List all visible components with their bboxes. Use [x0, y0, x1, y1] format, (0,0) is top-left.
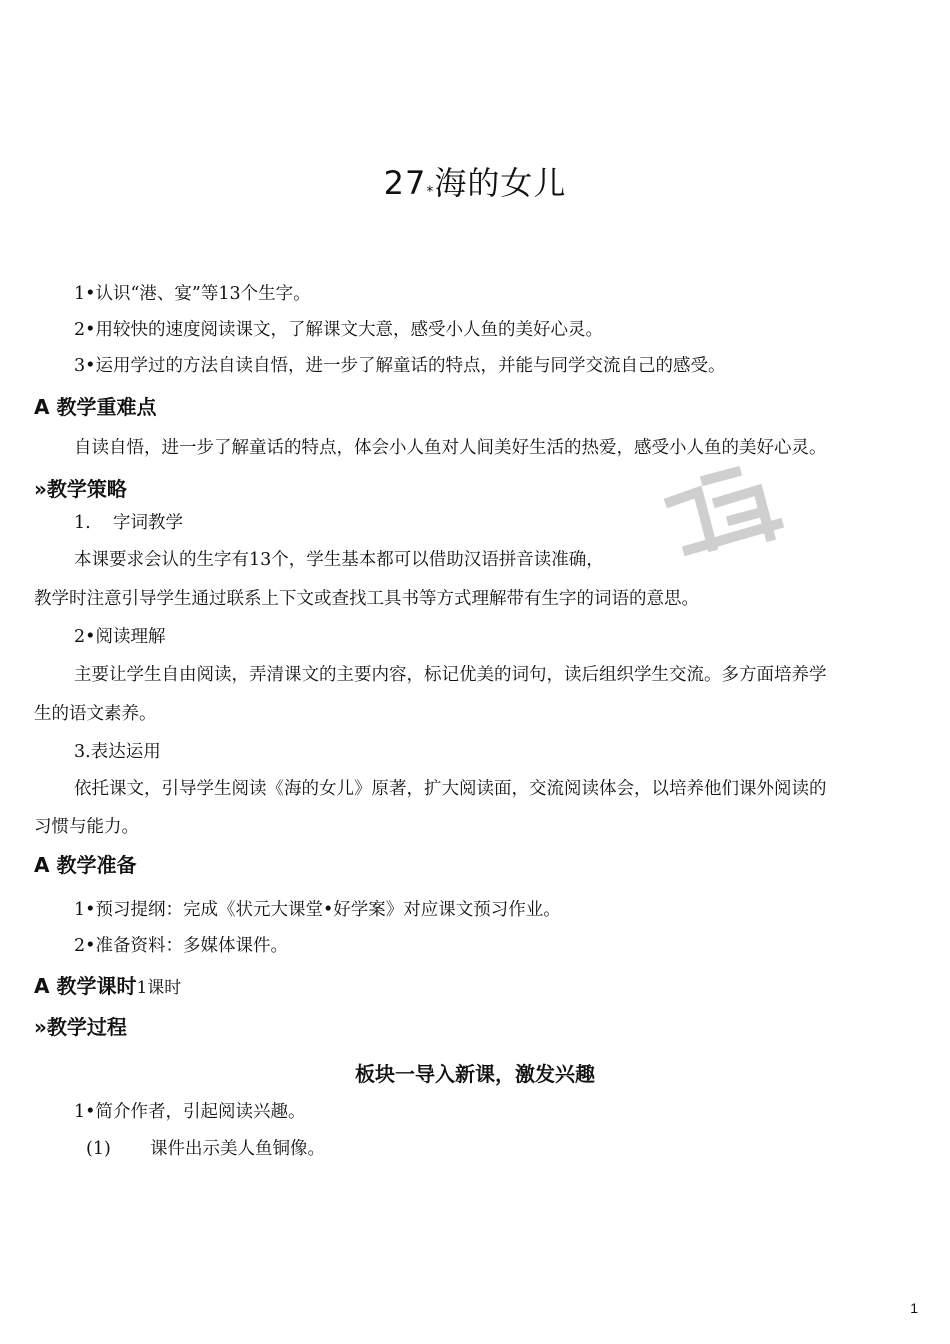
strategy-item-2-line-1: 主要让学生自由阅读，弄清课文的主要内容，标记优美的词句，读后组织学生交流。多方面培养学	[74, 665, 827, 685]
title-mark: *	[426, 184, 435, 200]
strategy-item-2-line-2: 生的语文素养。	[34, 704, 157, 724]
process-heading: »教学过程	[34, 1015, 127, 1039]
strategy-item-2-title: 2•阅读理解	[74, 627, 166, 647]
strategy-item-3-line-1: 依托课文，引导学生阅读《海的女儿》原著，扩大阅读面，交流阅读体会，以培养他们课外阅读的	[74, 779, 827, 799]
strategy-item-3-line-2: 习惯与能力。	[34, 817, 139, 837]
strategy-item-1-line-2: 教学时注意引导学生通过联系上下文或查找工具书等方式理解带有生字的词语的意思。	[34, 589, 699, 609]
process-line-2-number: (1)	[86, 1139, 111, 1159]
preparation-item-2: 2•准备资料：多媒体课件。	[74, 936, 288, 956]
hours-value: 1课时	[136, 978, 182, 998]
objective-3: 3•运用学过的方法自读自悟，进一步了解童话的特点，并能与同学交流自己的感受。	[74, 356, 726, 376]
strategy-item-3-title: 3.表达运用	[74, 742, 161, 762]
objective-1: 1•认识“港、宴”等13个生字。	[74, 284, 311, 304]
page-title: 27*海的女儿	[383, 164, 567, 202]
process-line-1: 1•简介作者，引起阅读兴趣。	[74, 1102, 306, 1122]
key-points-text: 自读自悟，进一步了解童话的特点，体会小人鱼对人间美好生活的热爱，感受小人鱼的美好心灵。	[74, 438, 827, 458]
strategy-item-1-line-1: 本课要求会认的生字有13个，学生基本都可以借助汉语拼音读准确，	[74, 550, 604, 570]
block-title: 板块一导入新课，激发兴趣	[355, 1062, 595, 1086]
process-line-2-text: 课件出示美人鱼铜像。	[150, 1139, 325, 1159]
key-points-heading: A 教学重难点	[34, 395, 157, 419]
preparation-item-1: 1•预习提纲：完成《状元大课堂•好学案》对应课文预习作业。	[74, 900, 561, 920]
objective-2: 2•用较快的速度阅读课文，了解课文大意，感受小人鱼的美好心灵。	[74, 320, 603, 340]
strategy-item-1-title: 1. 字词教学	[74, 513, 183, 533]
strategy-heading: »教学策略	[34, 477, 127, 501]
preparation-heading: A 教学准备	[34, 853, 137, 877]
watermark-graphic	[658, 462, 788, 557]
hours-heading: A 教学课时1课时	[34, 974, 182, 998]
page-number: 1	[910, 1300, 918, 1316]
